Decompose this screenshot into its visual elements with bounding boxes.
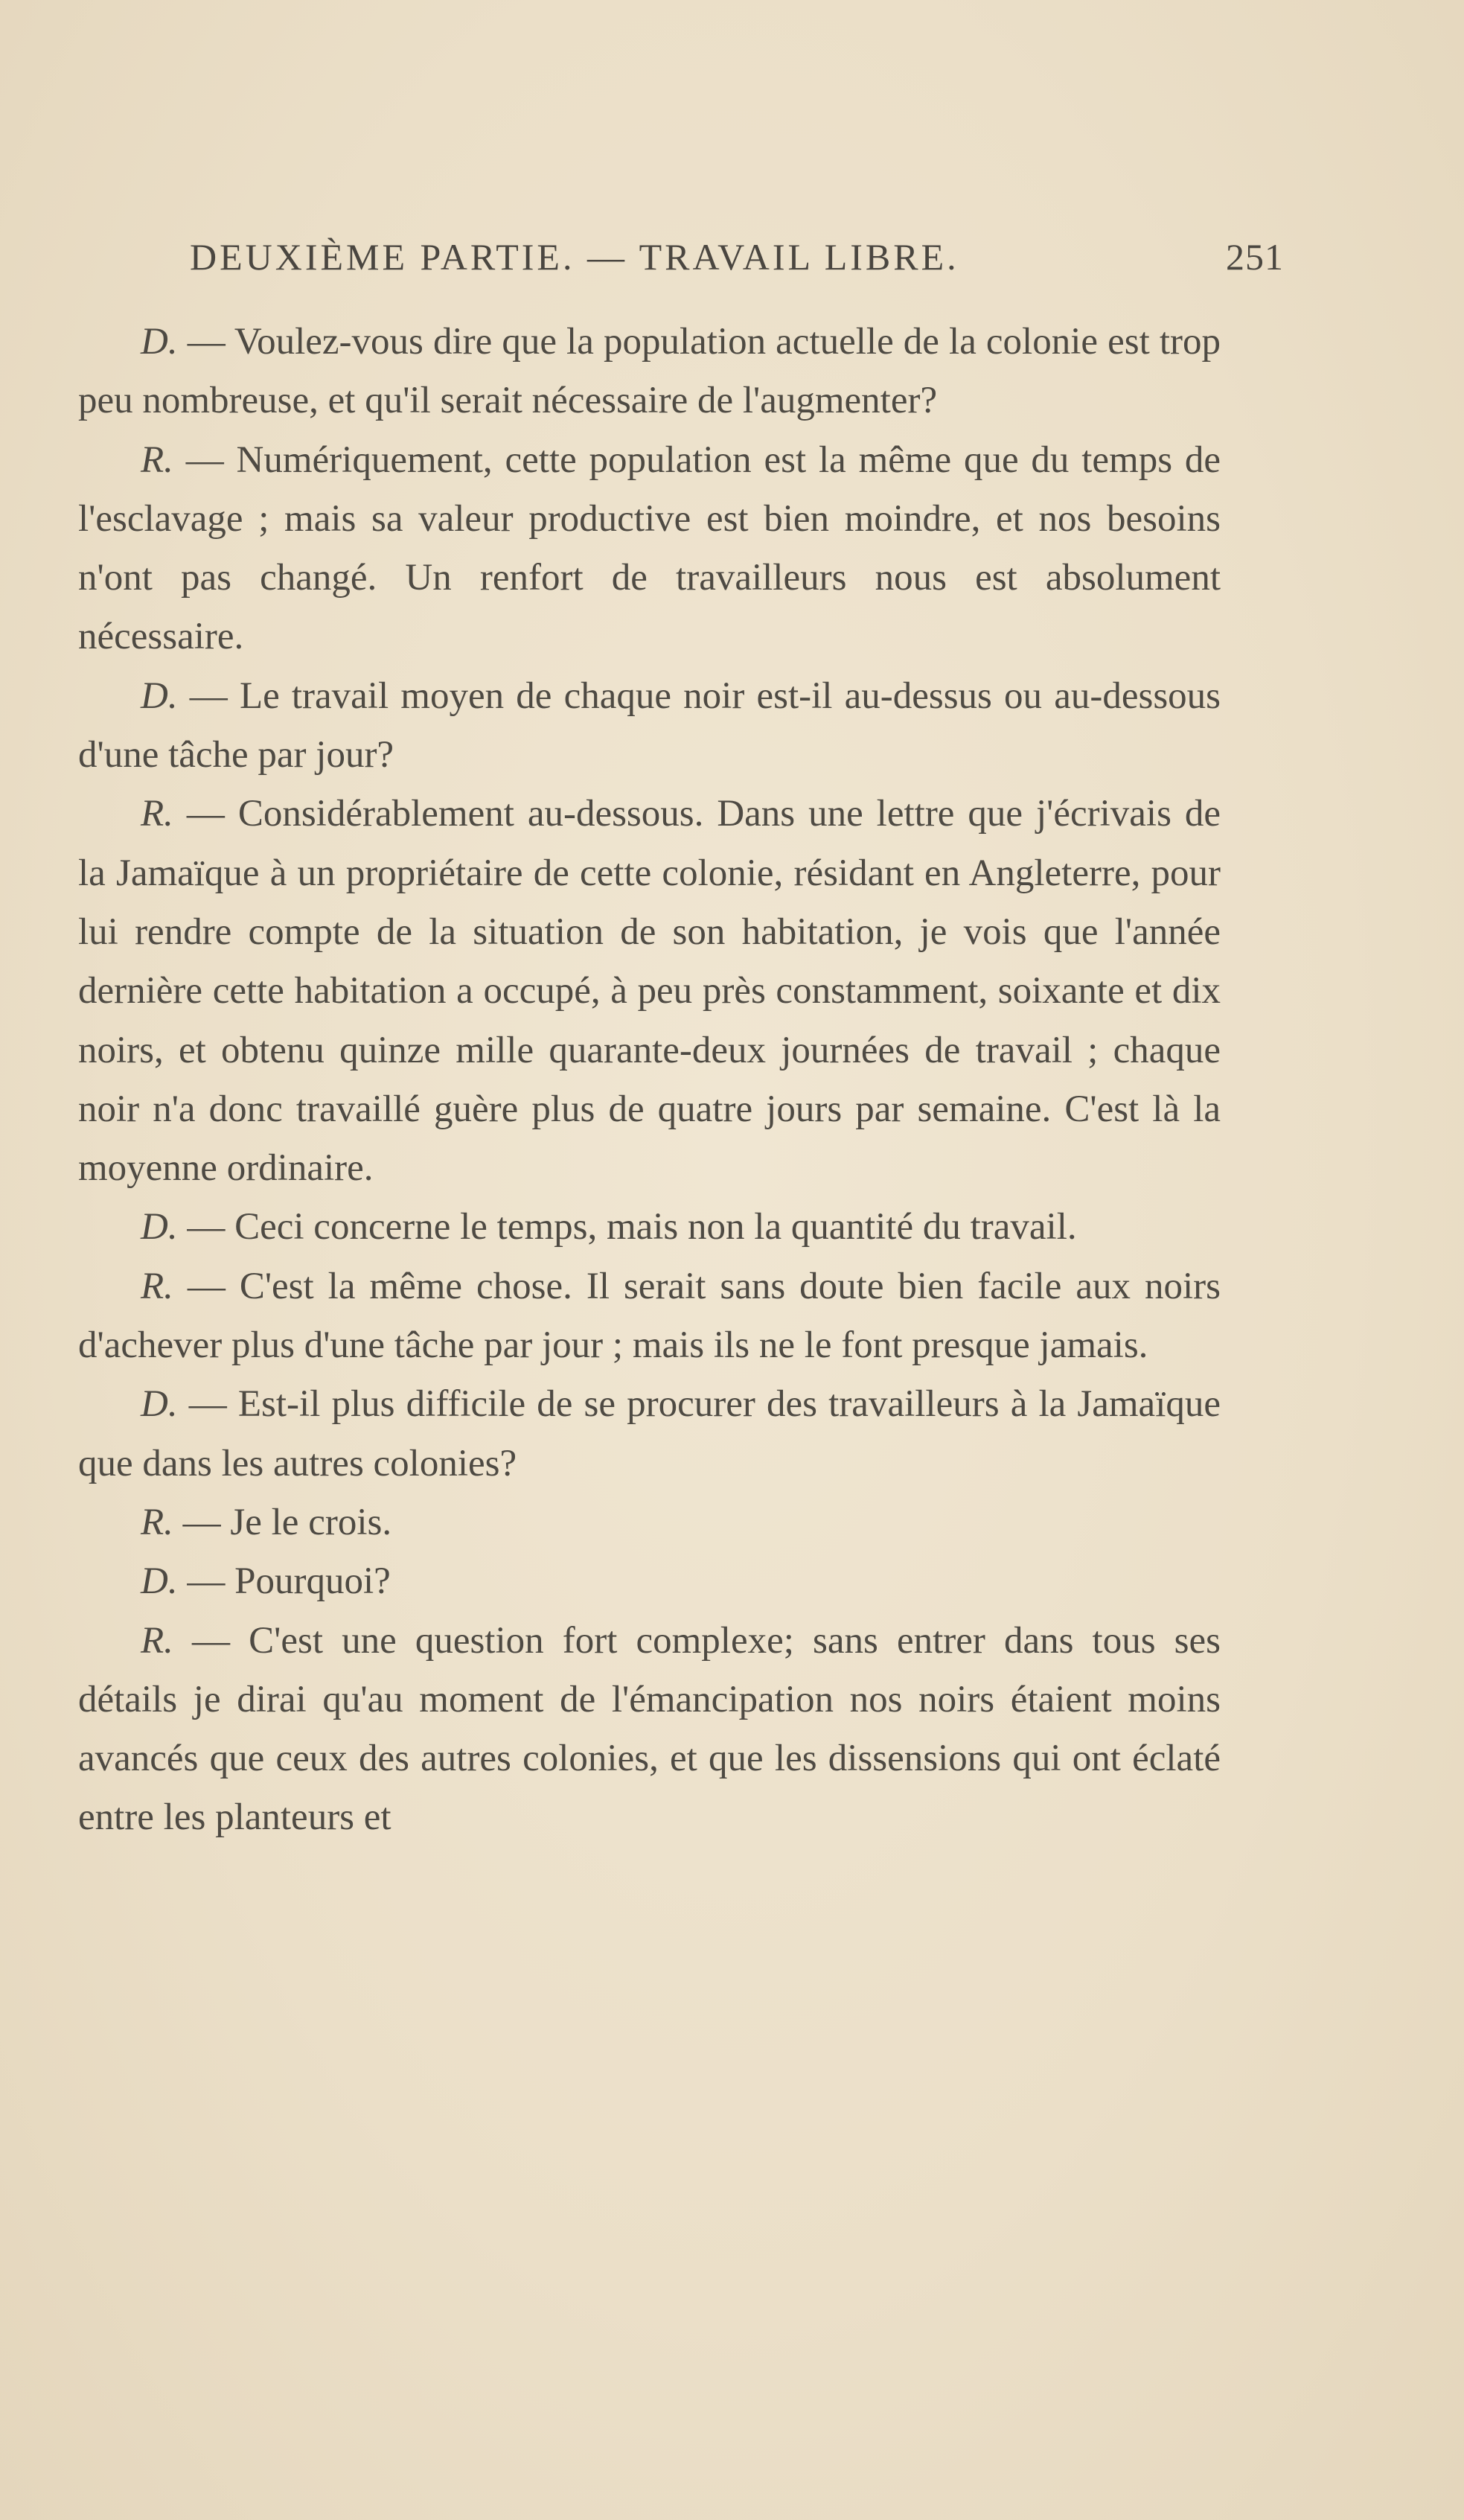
speaker-label: R. [141,1501,173,1543]
speaker-label: R. [141,1265,173,1307]
dialogue-paragraph [78,313,1221,431]
paragraph-text: C'est la même chose. Il serait sans doute bien facile aux noirs d'achever plus d'une tâche par jour ; mais ils ne le font presque jamais. [78,1265,1221,1367]
paragraph-text: Numériquement, cette population est la même que du temps de l'esclavage ; mais sa valeur productive est bien moindre, et nos besoins n'ont pas changé. Un renfort de travailleurs nous est absolument nécessaire. [78,438,1221,658]
paragraph-text: Le travail moyen de chaque noir est-il au-dessus ou au-dessous d'une tâche par jour? [78,674,1221,776]
speaker-label: D. [141,1560,178,1603]
paragraph-text: Voulez-vous dire que la population actuelle de la colonie est trop peu nombreuse, et qu'il serait nécessaire de l'augmenter? [78,321,1221,422]
em-dash: — [186,793,225,835]
page-number: 251 [1226,236,1284,278]
em-dash: — [192,1619,231,1662]
dialogue-paragraph [78,1257,1221,1376]
speaker-label: R. [141,438,173,481]
dialogue-paragraph [78,1375,1221,1493]
em-dash: — [187,1206,226,1248]
paragraph-text: Est-il plus difficile de se procurer des travailleurs à la Jamaïque que dans les autres colonies? [78,1383,1221,1484]
dialogue-paragraph [78,1493,1221,1552]
running-title: DEUXIÈME PARTIE. — TRAVAIL LIBRE. [190,236,959,278]
em-dash: — [185,438,224,481]
em-dash: — [182,1501,221,1543]
body-text [78,313,1221,1848]
em-dash: — [188,1383,227,1426]
em-dash: — [187,1560,226,1603]
paragraph-text: Ceci concerne le temps, mais non la quantité du travail. [234,1206,1077,1248]
em-dash: — [187,1265,226,1307]
speaker-label: D. [141,674,178,717]
dialogue-paragraph [78,431,1221,667]
em-dash: — [189,674,228,717]
speaker-label: R. [141,1619,173,1662]
paragraph-text: Je le crois. [230,1501,392,1543]
dialogue-paragraph [78,1198,1221,1257]
dialogue-paragraph [78,785,1221,1198]
paragraph-text: C'est une question fort complexe; sans entrer dans tous ses détails je dirai qu'au moment de l'émancipation nos noirs étaient moins avancés que ceux des autres colonies, et que les dissensions qui ont éclaté entre les planteurs et [78,1619,1221,1839]
paragraph-text: Pourquoi? [234,1560,391,1603]
speaker-label: D. [141,1206,178,1248]
page-header [190,235,1284,295]
dialogue-paragraph [78,1552,1221,1611]
paragraph-text: Considérablement au-dessous. Dans une lettre que j'écrivais de la Jamaïque à un propriétaire de cette colonie, résidant en Angleterre, pour lui rendre compte de la situation de son habitation, je vois que l'année dernière cette habitation a occupé, à peu près constamment, soixante et dix noirs, et obtenu quinze mille quarante-deux journées de travail ; chaque noir n'a donc travaillé guère plus de quatre jours par semaine. C'est là la moyenne ordinaire. [78,793,1221,1190]
speaker-label: D. [141,321,178,363]
dialogue-paragraph [78,667,1221,785]
dialogue-paragraph [78,1612,1221,1848]
speaker-label: D. [141,1383,178,1426]
em-dash: — [187,321,226,363]
speaker-label: R. [141,793,173,835]
